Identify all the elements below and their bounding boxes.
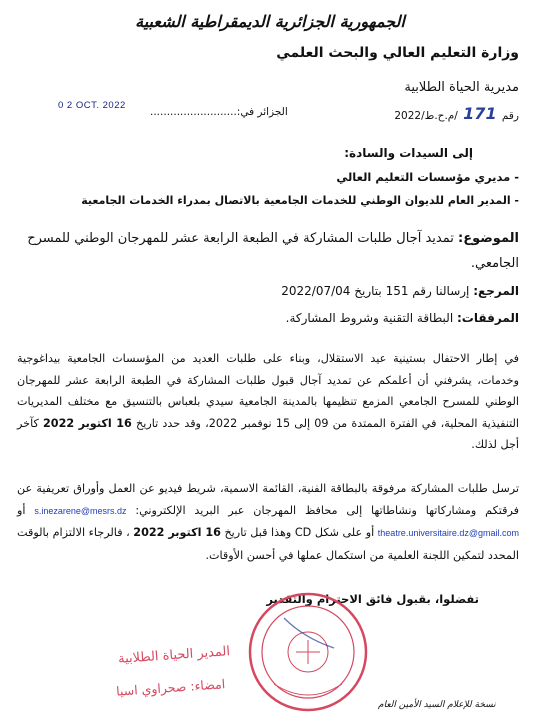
closing-salutation: تفضلوا، بقبول فائق الاحترام والتقدير <box>266 592 479 606</box>
email-link-1[interactable]: s.inezarene@mesrs.dz <box>34 505 127 516</box>
date-stamp: 0 2 OCT. 2022 <box>58 100 126 111</box>
recipient-line-2: - المدير العام للديوان الوطني للخدمات الجامعية بالاتصال بمدراء الخدمات الجامعية <box>81 194 519 207</box>
paragraph-2-mid: أو على شكل CD وهذا قبل تاريخ <box>224 526 375 540</box>
paragraph-2-text: ترسل طلبات المشاركة مرفوقة بالبطاقة الفنية، القائمة الاسمية، شريط فيديو عن العمل وأوراق تعريفية عن فرقتكم ومشاركاتها ونشاطاتها إلى محافظ المهرجان عبر البريد الإلكتروني: <box>17 482 519 517</box>
reference-text: إرسالنا رقم 151 بتاريخ 2022/07/04 <box>281 284 470 298</box>
subject-label: الموضوع: <box>458 231 519 246</box>
deadline-bold-2: 16 اكتوبر 2022 <box>133 526 221 540</box>
addressee-heading: إلى السيدات والسادة: <box>344 146 473 160</box>
subject-line <box>17 226 519 276</box>
email-link-2[interactable]: theatre.universitaire.dz@gmail.com <box>377 528 519 539</box>
place-date-line: الجزائر في:.......................... <box>150 106 288 118</box>
reference-label: المرجع: <box>473 284 519 298</box>
paragraph-1-text: في إطار الاحتفال بستينية عيد الاستقلال، وبناء على طلبات العديد من المؤسسات الجامعية بيداغوجية وخدمات، يشرفني أن أعلمكم عن تمديد آجال قبول طلبات المشاركة في الطبعة الرابعة عشر للمهرجان الوطني للمسرح الجامعي المزمع تنظيمها بالمدينة الجامعية سيدي بلعباس بالتنسيق مع مختلف المديريات التنفيذية المحلية، في الفترة الممتدة من 09 إلى 15 نوفمبر 2022، وقد حدد تاريخ <box>17 352 519 430</box>
paragraph-1-end: كآخر أجل لذلك. <box>17 416 519 452</box>
body-paragraph-2 <box>17 478 519 566</box>
signature-title: المدير الحياة الطلابية <box>117 644 231 667</box>
handwritten-ref-number: 171 <box>463 104 497 123</box>
deadline-bold-1: 16 اكتوبر 2022 <box>43 416 132 430</box>
directorate-name: مديرية الحياة الطلابية <box>404 80 519 95</box>
and-word: أو <box>17 503 26 517</box>
body-paragraph-1 <box>17 348 519 456</box>
attachments-line <box>286 311 519 325</box>
attachments-label: المرفقات: <box>457 311 519 325</box>
paragraph-2-end: ، فالرجاء الالتزام بالوقت المحدد لتمكين اللجنة العلمية من استكمال عملها في أحسن الأوقات. <box>17 526 519 562</box>
ref-suffix: /م.ح.ط/2022 <box>394 110 458 122</box>
ministry-name: وزارة التعليم العالي والبحث العلمي <box>276 45 519 61</box>
reference-line <box>281 284 519 298</box>
copy-note: نسخة للإعلام السيد الأمين العام <box>378 700 496 710</box>
official-round-stamp-icon <box>244 588 372 716</box>
subject-text: تمديد آجال طلبات المشاركة في الطبعة الرابعة عشر للمهرجان الوطني للمسرح الجامعي. <box>27 231 519 271</box>
signature-name: امضاء: صحراوي اسيا <box>115 676 226 699</box>
reference-number-line <box>394 104 519 123</box>
republic-heading: الجمهورية الجزائرية الديمقراطية الشعبية <box>135 12 405 31</box>
recipient-line-1: - مديري مؤسسات التعليم العالي <box>336 170 519 184</box>
ref-prefix: رقم <box>501 110 519 122</box>
attachments-text: البطاقة التقنية وشروط المشاركة. <box>285 311 454 325</box>
